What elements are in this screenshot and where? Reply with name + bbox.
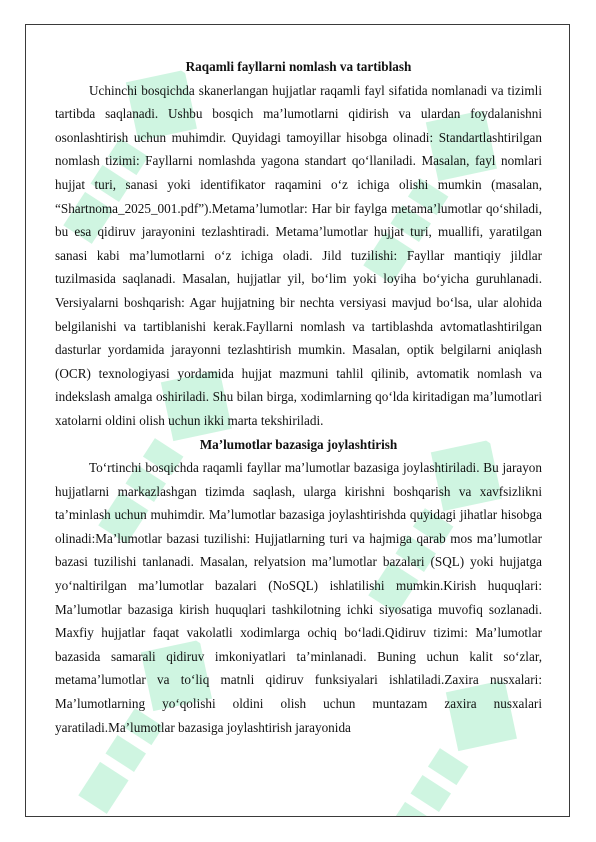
paragraph-database: To‘rtinchi bosqichda raqamli fayllar ma’lumotlar bazasiga joylashtiriladi. Bu jarayon hujjatlarni markazlashgan tizimda saqlash, ularga kirishni boshqarish va xavfsizlikni ta’minlash uchun muhimdir. Ma’lumotlar bazasiga joylashtirishda quyidagi jihatlar hisobga olinadi:Ma’lumotlar bazasi tuzilishi: Hujjatlarning turi va hajmiga qarab mos ma’lumotlar bazasi tuzilishi tanlanadi. Masalan, relyatsion ma’lumotlar bazalari (SQL) yoki hujjatga yo‘naltirilgan ma’lumotlar bazalari (NoSQL) ishlatilishi mumkin.Kirish huquqlari: Ma’lumotlar bazasiga kirish huquqlari tashkilotning ichki siyosatiga muvofiq sozlanadi. Maxfiy hujjatlar faqat vakolatli xodimlarga ochiq bo‘ladi.Qidiruv tizimi: Ma’lumotlar bazasida samarali qidiruv imkoniyatlari ta’minlanadi. Buning uchun kalit so‘zlar, metama’lumotlar va to‘liq matnli qidiruv funksiyalari ishlatiladi.Zaxira nusxalari: Ma’lumotlarning yo‘qolishi oldini olish uchun muntazam zaxira nusxalari yaratiladi.Ma’lumotlar bazasiga joylashtirish jarayonida xyxy=(55,460,542,735)
section-heading-database: Ma’lumotlar bazasiga joylashtirish xyxy=(199,436,398,452)
section-heading-file-naming: Raqamli fayllarni nomlash va tartiblash xyxy=(185,59,412,74)
paragraph-file-naming: Uchinchi bosqichda skanerlangan hujjatlar raqamli fayl sifatida nomlanadi va tizimli tartibda saqlanadi. Ushbu bosqich ma’lumotlarni qidirish va ulardan foydalanishni osonlashtirish uchun muhimdir. Quyidagi tamoyillar hisobga olinadi: Standartlashtirilgan nomlash tizimi: Fayllarni nomlashda yagona standart qo‘llaniladi. Masalan, fayl nomlari hujjat turi, sanasi yoki identifikator raqamini o‘z ichiga olishi mumkin (masalan, “Shartnoma_2025_001.pdf”).Metama’lumotlar: Har bir faylga metama’lumotlar qo‘shiladi, bu esa qidiruv jarayonini tezlashtiradi. Metama’lumotlar hujjat turi, muallifi, yaratilgan sanasi kabi ma’lumotlarni o‘z ichiga oladi. Jild tuzilishi: Fayllar mantiqiy jildlar tuzilmasida saqlanadi. Masalan, hujjatlar yil, bo‘lim yoki loyiha bo‘yicha guruhlanadi. Versiyalarni boshqarish: Agar hujjatning bir nechta versiyasi mavjud bo‘lsa, ular alohida belgilanishi va tartiblanishi kerak.Fayllarni nomlash va tartiblashda avtomatlashtirilgan dasturlar yordamida jarayonni tezlashtirish mumkin. Masalan, optik belgilarni aniqlash (OCR) texnologiyasi yordamida hujjat mazmuni tahlil qilinib, avtomatik nomlash va indekslash amalga oshiriladi. Shu bilan birga, xodimlarning qo‘lda kiritadigan ma’lumotlari xatolarni oldini olish uchun ikki marta tekshiriladi. xyxy=(55,82,542,428)
document-body xyxy=(55,55,542,739)
page-frame xyxy=(25,24,570,817)
